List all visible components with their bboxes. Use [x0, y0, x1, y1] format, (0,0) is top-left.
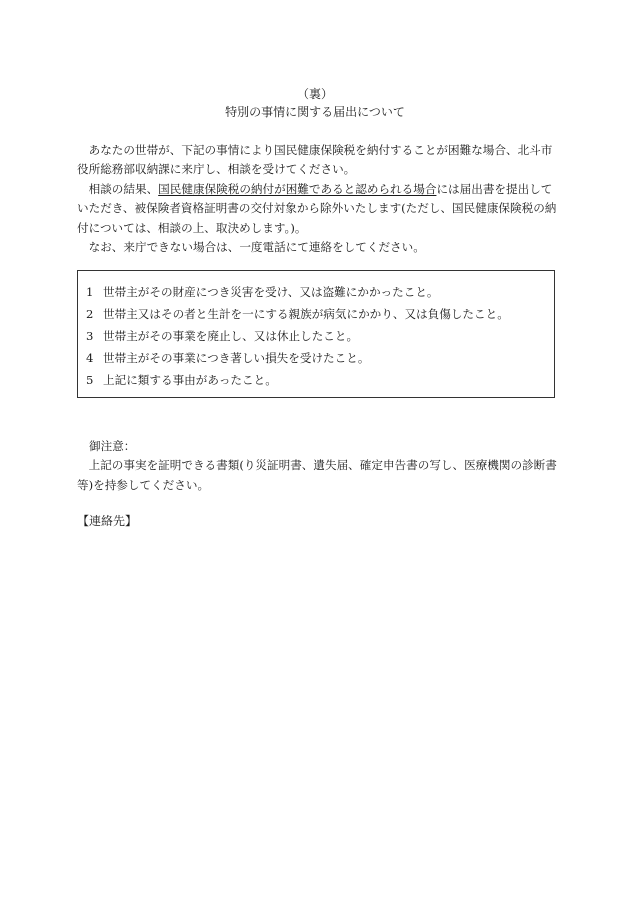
condition-text: 世帯主がその事業を廃止し、又は休止したこと。: [103, 329, 359, 343]
contact-label: 【連絡先】: [77, 514, 138, 528]
condition-text: 世帯主がその事業につき著しい損失を受けたこと。: [103, 351, 370, 365]
page-side-label: （裏）: [296, 87, 333, 101]
condition-text: 上記に類する事由があったこと。: [103, 373, 277, 387]
condition-number: 5: [86, 373, 94, 387]
condition-text: 世帯主がその財産につき災害を受け、又は盗難にかかったこと。: [103, 285, 439, 299]
intro-paragraph-2-rest: には届出書を提出していただき、被保険者資格証明書の交付対象から除外いたします(ただし、国民健康保険税の納付については、相談の上、取決めします。)。: [77, 181, 557, 235]
notes-section: [77, 437, 557, 495]
condition-number: 3: [86, 329, 94, 343]
condition-item: [86, 328, 554, 350]
condition-item: [86, 306, 554, 328]
condition-number: 4: [86, 351, 94, 365]
condition-number: 2: [86, 307, 94, 321]
conditions-box: [77, 270, 555, 398]
condition-text: 世帯主又はその者と生計を一にする親族が病気にかかり、又は負傷したこと。: [103, 307, 509, 321]
notes-title: 御注意：: [89, 439, 136, 453]
notes-body: 上記の事実を証明できる書類(り災証明書、遺失届、確定申告書の写し、医療機関の診断書等)を持参してください。: [77, 458, 557, 492]
intro-paragraph-1: あなたの世帯が、下記の事情により国民健康保険税を納付することが困難な場合、北斗市役所総務部収納課に来庁し、相談を受けてください。: [77, 143, 553, 177]
condition-item: [86, 372, 554, 394]
condition-number: 1: [86, 285, 94, 299]
condition-item: [86, 284, 554, 306]
intro-section: [77, 141, 557, 257]
intro-paragraph-2-lead: 相談の結果、: [88, 181, 159, 196]
condition-item: [86, 350, 554, 372]
intro-paragraph-3: なお、来庁できない場合は、一度電話にて連絡をしてください。: [88, 240, 425, 255]
underlined-condition-text: 国民健康保険税の納付が困難であると認められる場合: [158, 181, 437, 196]
intro-paragraph-2: [77, 180, 557, 238]
document-title: 特別の事情に関する届出について: [225, 105, 405, 119]
